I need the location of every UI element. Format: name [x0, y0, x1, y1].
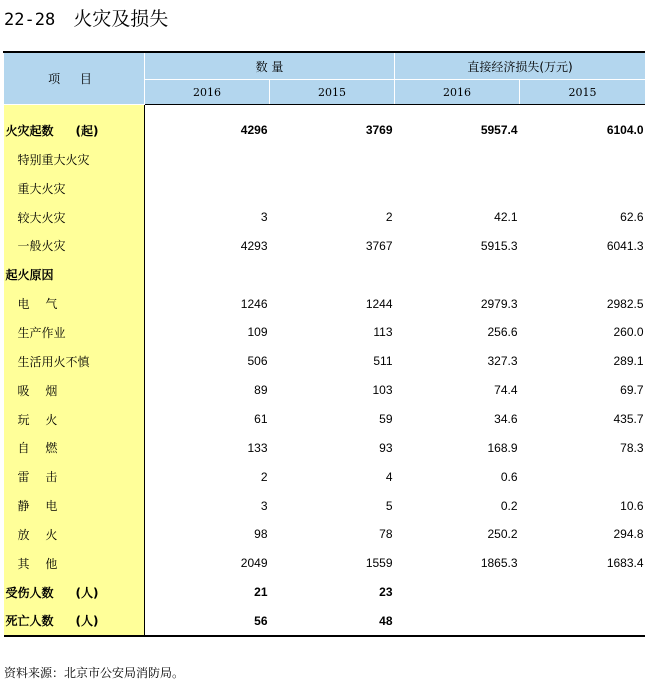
cell-q2016	[145, 260, 270, 289]
cell-l2015: 2982.5	[606, 296, 644, 311]
cell-l2016	[395, 174, 520, 203]
row-label	[4, 549, 145, 578]
row-label-text: 玩 火	[17, 412, 58, 427]
table-row	[4, 232, 645, 261]
table-row	[4, 578, 645, 607]
cell-l2015: 6041.3	[606, 238, 644, 253]
cell-l2015: 260.0	[613, 325, 644, 340]
cell-l2015	[520, 174, 645, 203]
row-label	[4, 405, 145, 434]
cell-q2015: 3769	[365, 123, 393, 137]
cell-l2016	[395, 145, 520, 174]
table-row	[4, 607, 645, 637]
cell-q2015: 113	[373, 325, 393, 340]
row-label-text: 其 他	[17, 556, 58, 571]
row-label-text: 雷 击	[17, 470, 58, 485]
cell-q2015	[270, 174, 395, 203]
cell-q2016: 2049	[240, 556, 268, 571]
row-label-text: 吸 烟	[17, 383, 58, 398]
row-label	[4, 347, 145, 376]
table-row	[4, 174, 645, 203]
cell-q2015: 1244	[365, 296, 393, 311]
header-item: 项 目	[4, 52, 145, 105]
row-label-text: 自 燃	[17, 441, 58, 456]
table-row	[4, 105, 645, 146]
cell-q2015: 23	[379, 585, 393, 600]
page-title	[4, 4, 168, 31]
table-row	[4, 376, 645, 405]
cell-l2016: 1865.3	[480, 556, 518, 571]
row-label	[4, 578, 145, 607]
row-label	[4, 491, 145, 520]
row-label-text: 电 气	[17, 297, 58, 312]
cell-l2015	[520, 462, 645, 491]
cell-q2015: 48	[379, 613, 393, 628]
table-row	[4, 520, 645, 549]
cell-q2015	[270, 260, 395, 289]
cell-q2015: 59	[379, 412, 393, 427]
header-quantity: 数 量	[145, 52, 395, 80]
cell-l2016: 168.9	[487, 440, 518, 455]
cell-l2016: 5957.4	[480, 123, 518, 137]
row-label-text: 死亡人数	[5, 614, 54, 629]
cell-q2016: 56	[254, 613, 268, 628]
cell-q2016	[145, 145, 270, 174]
cell-l2016	[395, 260, 520, 289]
source-note: 资料来源：北京市公安局消防局。	[4, 666, 185, 680]
cell-q2016: 2	[260, 469, 268, 484]
row-label	[4, 318, 145, 347]
cell-q2016: 1246	[240, 296, 268, 311]
cell-l2015: 294.8	[613, 527, 644, 542]
row-label-text: 较大火灾	[17, 210, 66, 225]
header-year: 2016	[145, 80, 270, 105]
row-label-text: 一般火灾	[17, 239, 66, 254]
cell-q2016: 98	[254, 527, 268, 542]
cell-l2016: 256.6	[487, 325, 518, 340]
table-row	[4, 549, 645, 578]
cell-q2016: 3	[260, 498, 268, 513]
cell-q2016: 21	[254, 585, 268, 600]
cell-q2016: 89	[254, 383, 268, 398]
row-unit: (起)	[75, 123, 99, 138]
row-label	[4, 433, 145, 462]
cell-l2016: 5915.3	[480, 238, 518, 253]
row-label	[4, 232, 145, 261]
cell-l2016: 250.2	[487, 527, 518, 542]
cell-q2015: 3767	[365, 238, 393, 253]
cell-l2016: 0.6	[500, 469, 518, 484]
cell-q2016: 4296	[240, 123, 268, 137]
row-label	[4, 607, 145, 637]
cell-l2015: 69.7	[620, 383, 644, 398]
table-row	[4, 405, 645, 434]
row-label-text: 受伤人数	[5, 585, 54, 600]
table-row	[4, 318, 645, 347]
table-title: 火灾及损失	[73, 8, 169, 30]
cell-q2015: 511	[373, 354, 393, 369]
cell-l2016: 0.2	[500, 498, 518, 513]
header-year: 2016	[395, 80, 520, 105]
fire-loss-table	[3, 51, 645, 637]
cell-q2015: 5	[385, 498, 393, 513]
cell-q2015: 2	[385, 210, 393, 225]
table-row	[4, 462, 645, 491]
row-label-text: 生产作业	[17, 325, 66, 340]
cell-q2015	[270, 145, 395, 174]
row-label-text: 重大火灾	[17, 181, 66, 196]
cell-q2016	[145, 174, 270, 203]
cell-q2016: 506	[247, 354, 268, 369]
cell-q2016: 61	[254, 412, 268, 427]
row-label-text: 放 火	[17, 527, 58, 542]
header-year: 2015	[270, 80, 395, 105]
row-label	[4, 376, 145, 405]
cell-q2016: 3	[260, 210, 268, 225]
cell-q2016: 133	[247, 440, 268, 455]
cell-l2015: 1683.4	[606, 556, 644, 571]
row-label-text: 火灾起数	[5, 123, 54, 138]
table-row	[4, 491, 645, 520]
row-label-text: 特别重大火灾	[17, 152, 90, 167]
cell-l2015: 78.3	[620, 440, 644, 455]
table-number: 22-28	[4, 10, 56, 30]
cell-l2016: 34.6	[494, 412, 518, 427]
header-loss: 直接经济损失(万元)	[395, 52, 645, 80]
table-row	[4, 260, 645, 289]
cell-l2015	[520, 260, 645, 289]
table-row	[4, 203, 645, 232]
cell-q2015: 103	[372, 383, 393, 398]
row-unit: (人)	[75, 585, 99, 600]
row-label	[4, 105, 145, 146]
table-row	[4, 289, 645, 318]
cell-l2015: 6104.0	[606, 123, 644, 137]
cell-q2016: 4293	[240, 238, 268, 253]
cell-q2015: 4	[385, 469, 393, 484]
row-label	[4, 174, 145, 203]
table-row	[4, 433, 645, 462]
cell-l2015	[520, 607, 645, 637]
cell-l2015	[520, 578, 645, 607]
row-label	[4, 462, 145, 491]
cell-l2016: 74.4	[494, 383, 518, 398]
row-label	[4, 289, 145, 318]
cell-q2015: 1559	[365, 556, 393, 571]
cell-q2015: 93	[379, 440, 393, 455]
row-label	[4, 260, 145, 289]
row-label-text: 起火原因	[5, 268, 54, 283]
cell-q2016: 109	[247, 325, 268, 340]
cell-l2015: 62.6	[620, 210, 644, 225]
row-label-text: 静 电	[17, 499, 58, 514]
cell-l2016: 42.1	[494, 210, 518, 225]
cell-l2016	[395, 607, 520, 637]
row-label	[4, 145, 145, 174]
table-row	[4, 347, 645, 376]
row-label	[4, 203, 145, 232]
header-year: 2015	[520, 80, 645, 105]
table-row	[4, 145, 645, 174]
cell-l2016	[395, 578, 520, 607]
cell-l2016: 2979.3	[480, 296, 518, 311]
cell-l2015	[520, 145, 645, 174]
cell-l2015: 435.7	[613, 412, 644, 427]
row-unit: (人)	[75, 614, 99, 629]
cell-l2015: 289.1	[613, 354, 644, 369]
cell-l2016: 327.3	[487, 354, 518, 369]
cell-l2015: 10.6	[620, 498, 644, 513]
cell-q2015: 78	[379, 527, 393, 542]
row-label-text: 生活用火不慎	[17, 354, 90, 369]
row-label	[4, 520, 145, 549]
